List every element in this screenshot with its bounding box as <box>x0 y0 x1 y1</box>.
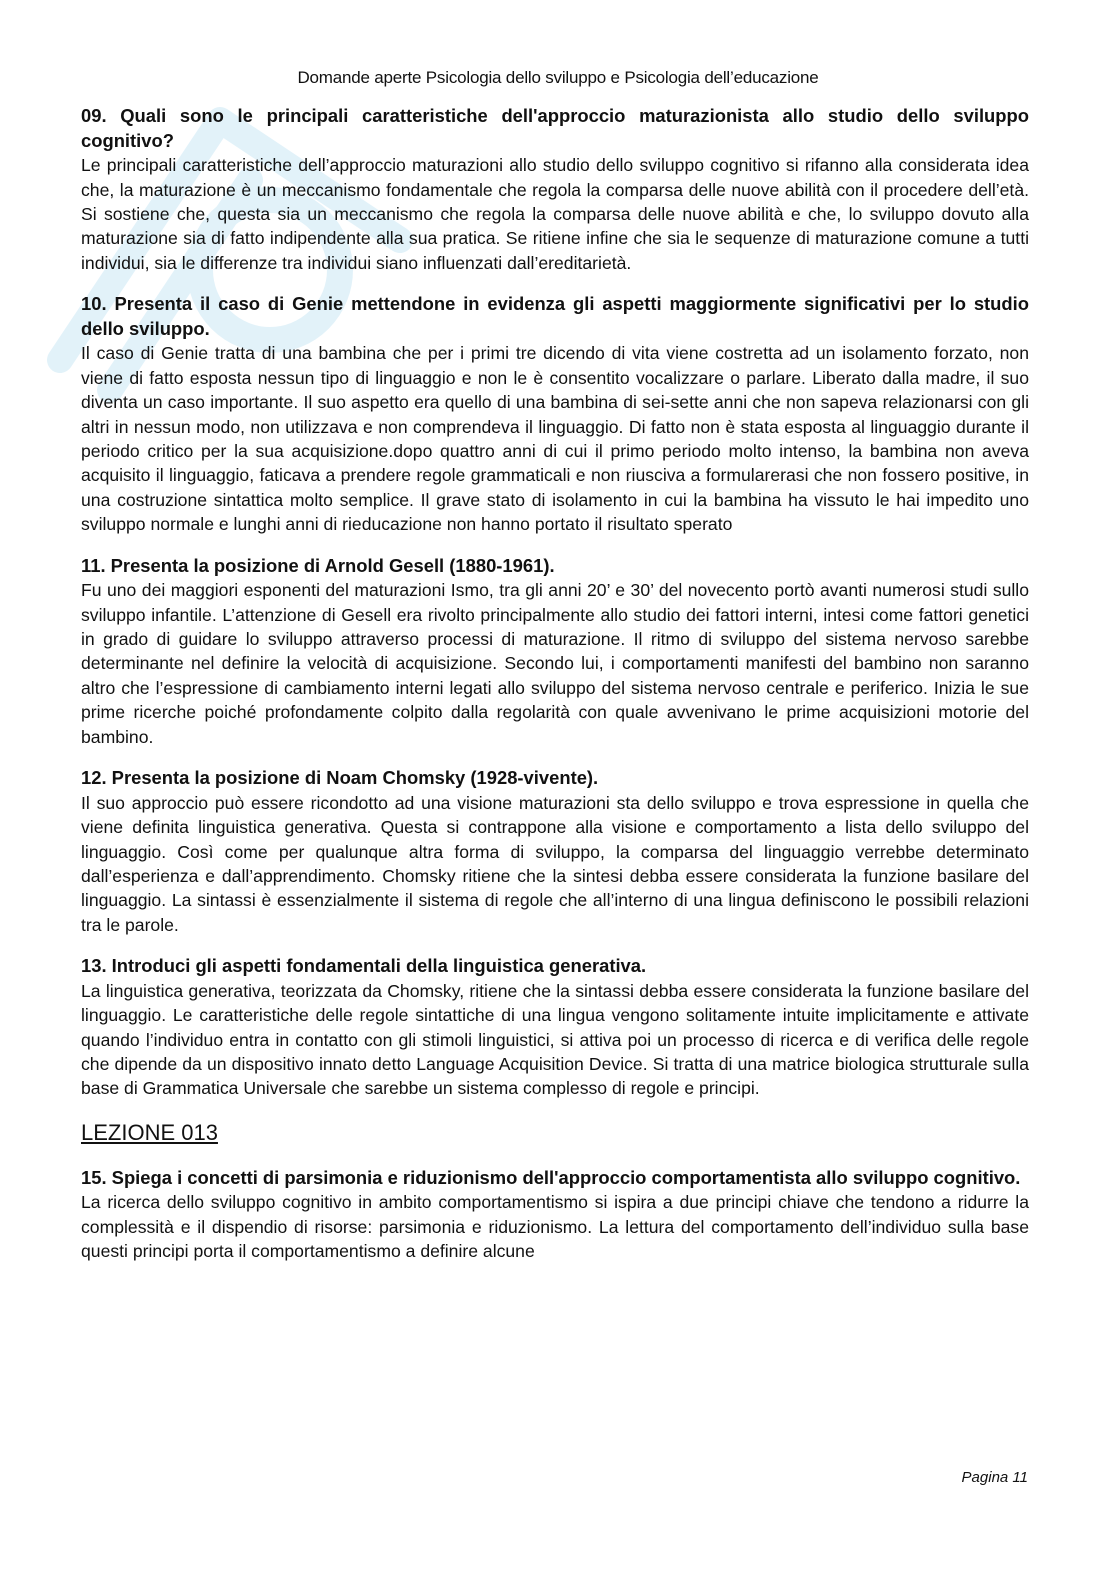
running-header: Domande aperte Psicologia dello sviluppo e Psicologia dell’educazione <box>297 68 819 87</box>
page-number: Pagina 11 <box>961 1469 1028 1486</box>
question-10 <box>81 292 1029 536</box>
question-11 <box>81 554 1029 749</box>
answer-text: Il caso di Genie tratta di una bambina che per i primi tre dicendo di vita viene costretta ad un isolamento forzato, non viene di fatto esposta nessun tipo di linguaggio e non le è consentito vocalizzare o parlare. Liberato dalla madre, il suo diventa un caso importante. Il suo aspetto era quello di una bambina di sei-sette anni che non sapeva relazionarsi con gli altri in nessun modo, non utilizzava e non comprendeva il linguaggio. Di fatto non è stata esposta al linguaggio durante il periodo critico per la sua acquisizione.dopo quattro anni di cui il primo periodo molto intenso, la bambina non aveva acquisito il linguaggio, faticava a prendere regole grammaticali e non riusciva a formularerasi che non fossero positive, in una costruzione sintattica molto semplice. Il grave stato di isolamento in cui la bambina ha vissuto le hai impedito uno sviluppo normale e lunghi anni di rieducazione non hanno portato il risultato sperato <box>81 343 1029 535</box>
question-title: 13. Introduci gli aspetti fondamentali della linguistica generativa. <box>81 955 647 977</box>
question-title: 11. Presenta la posizione di Arnold Gesell (1880-1961). <box>81 554 555 576</box>
question-12 <box>81 766 1029 937</box>
question-13 <box>81 954 1029 1101</box>
answer-text: La ricerca dello sviluppo cognitivo in ambito comportamentismo si ispira a due principi chiave che tendono a ridurre la complessità e il dispendio di risorse: parsimonia e riduzionismo. La lettura del comportamento dell’individuo sulla base questi principi porta il comportamentismo a definire alcune <box>81 1192 1029 1262</box>
question-15 <box>81 1166 1029 1264</box>
question-title: 12. Presenta la posizione di Noam Chomsky (1928-vivente). <box>81 767 599 789</box>
question-title: 10. Presenta il caso di Genie mettendone in evidenza gli aspetti maggiormente significativi per lo studio dello sviluppo. <box>81 293 1029 339</box>
answer-text: Le principali caratteristiche dell’approccio maturazioni allo studio dello sviluppo cognitivo si rifanno alla considerata idea che, la maturazione è un meccanismo fondamentale che regola la comparsa delle nuove abilità con il procedere dell’età. Si sostiene che, questa sia un meccanismo che regola la comparsa delle nuove abilità e che, lo sviluppo dovuto alla maturazione sia di fatto indipendente alla sua pratica. Se ritiene infine che sia le sequenze di maturazione comune a tutti individui, sia le differenze tra individui siano influenzati dall’ereditarietà. <box>81 155 1029 273</box>
document-body <box>81 104 1029 1281</box>
answer-text: Fu uno dei maggiori esponenti del maturazioni Ismo, tra gli anni 20’ e 30’ del novecento portò avanti numerosi studi sullo sviluppo infantile. L’attenzione di Gesell era rivolto principalmente allo studio dei fattori interni, intesi come fattori genetici in grado di guidare lo sviluppo attraverso processi di maturazione. Il ritmo di sviluppo del sistema nervoso sarebbe determinante nel definire la velocità di acquisizione. Secondo lui, i comportamenti manifesti del bambino non saranno altro che l’espressione di cambiamento interni legati allo sviluppo del sistema nervoso centrale e periferico. Inizia le sue prime ricerche poiché profondamente colpito dalla regolarità con quale avvenivano le prime acquisizioni motorie del bambino. <box>81 580 1029 747</box>
question-title: 09. Quali sono le principali caratteristiche dell'approccio maturazionista allo studio dello sviluppo cognitivo? <box>81 105 1029 151</box>
question-title: 15. Spiega i concetti di parsimonia e riduzionismo dell'approccio comportamentista allo sviluppo cognitivo. <box>81 1166 1021 1188</box>
answer-text: La linguistica generativa, teorizzata da Chomsky, ritiene che la sintassi debba essere considerata la funzione basilare del linguaggio. Le caratteristiche delle regole sintattiche di una lingua vengono solitamente intuite implicitamente e attivate quando l’individuo entra in contatto con gli stimoli linguistici, si attiva poi un processo di ricerca e di verifica delle regole che dipende da un dispositivo innato detto Language Acquisition Device. Si tratta di una matrice biologica strutturale sulla base di Grammatica Universale che sarebbe un sistema complesso di regole e principi. <box>81 980 1029 1099</box>
question-09 <box>81 104 1029 275</box>
answer-text: Il suo approccio può essere ricondotto ad una visione maturazioni sta dello sviluppo e trova espressione in quella che viene definita linguistica generativa. Questa si contrappone alla visione e comportamento a lista dello sviluppo del linguaggio. Così come per qualunque altra forma di sviluppo, la comparsa del linguaggio verrebbe determinato dall’esperienza e dall’apprendimento. Chomsky ritiene che la sintesi debba essere considerata la funzione basilare del linguaggio. La sintassi è essenzialmente il sistema di regole che all’interno di una lingua definiscono le possibili relazioni tra le parole. <box>81 792 1029 935</box>
lesson-heading: LEZIONE 013 <box>81 1119 218 1145</box>
